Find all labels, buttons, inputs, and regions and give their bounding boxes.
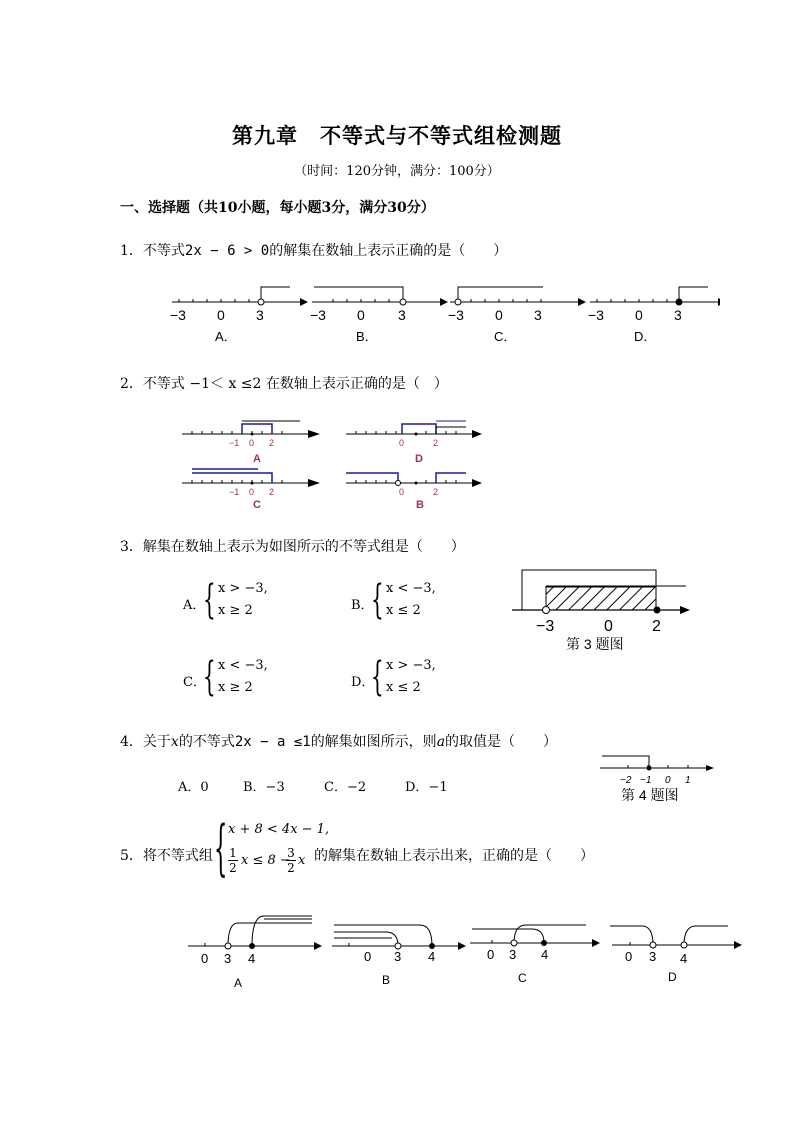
q2-figures [178, 415, 498, 515]
q2-option-label: B [416, 499, 424, 511]
q5-option-label: C [518, 971, 527, 985]
tick-label: 1 [685, 775, 691, 786]
tick-label: 4 [248, 951, 256, 966]
brace-icon: { [203, 654, 216, 700]
q4-option-b: B．−3 [243, 780, 285, 795]
tick-label: −1 [229, 438, 240, 448]
tick-label: 0 [399, 487, 405, 497]
q2-option-label: D [415, 453, 423, 465]
system-line: x ≤ 2 [386, 680, 421, 695]
tick-label: 0 [665, 775, 671, 786]
tick-label: 2 [652, 618, 661, 635]
tick-label: 0 [217, 307, 225, 323]
brace-icon: { [203, 577, 216, 623]
system-line: x ≥ 2 [218, 680, 253, 695]
tick-label: 0 [604, 618, 613, 635]
question-2: 2．不等式 −1＜ x ≤2 在数轴上表示正确的是（ ） [120, 376, 448, 392]
q4-expr: 2x − a ≤1 [234, 734, 311, 750]
tick-label: 0 [201, 951, 209, 966]
q5-numberline-c [470, 925, 600, 985]
tick-label: 3 [649, 949, 657, 964]
q5-numberline-a [188, 916, 322, 990]
q5-option-label: D [668, 970, 677, 984]
question-5-suffix: 的解集在数轴上表示出来，正确的是（ ） [314, 848, 594, 864]
q3-option-a-system [218, 578, 268, 622]
q1-expr: 2x − 6 > 0 [184, 243, 270, 259]
brace-icon: { [371, 577, 384, 623]
tick-label: 4 [680, 951, 688, 966]
q5-numberline-d [610, 926, 742, 984]
tick-label: 3 [509, 947, 517, 962]
q3-figure-caption: 第 3 题图 [566, 636, 624, 652]
tick-label: 0 [487, 947, 495, 962]
q3-option-d-label: D． [351, 675, 375, 690]
tick-label: 0 [625, 949, 633, 964]
q4-prefix: 4．关于 [120, 734, 171, 750]
fraction-num: 1 [229, 846, 237, 860]
q5-option-label: B [382, 973, 391, 987]
page-title: 第九章 不等式与不等式组检测题 [232, 123, 562, 148]
tick-label: 3 [674, 307, 682, 323]
fraction-num: 3 [287, 846, 295, 860]
tick-label: 3 [534, 307, 542, 323]
page-subtitle: （时间：120分钟，满分：100分） [294, 164, 500, 179]
tick-label: 3 [394, 949, 402, 964]
system-line: x < −3, [386, 581, 436, 596]
tick-label: 0 [635, 307, 643, 323]
q1-prefix: 1．不等式 [120, 243, 185, 259]
q4-figure-caption: 第 4 题图 [621, 787, 679, 803]
q5-fraction-1 [228, 846, 238, 875]
tick-label: 0 [249, 438, 255, 448]
q1-option-c: C． [494, 329, 517, 344]
q5-fraction-2 [286, 846, 296, 875]
q4-middle: 的不等式 [178, 734, 235, 750]
q3-option-c-system [218, 655, 268, 699]
system-line: x ≤ 2 [386, 603, 421, 618]
question-3: 3．解集在数轴上表示为如图所示的不等式组是（ ） [120, 539, 465, 555]
q5-numberline-b [332, 925, 466, 987]
q5-system-line2-var: x [298, 853, 306, 868]
q4-option-d: D．−1 [405, 780, 448, 795]
q1-numberline-a [170, 287, 308, 323]
q5-system-line1: x + 8 < 4x − 1, [228, 822, 330, 837]
tick-label: 0 [364, 949, 372, 964]
tick-label: 2 [269, 487, 275, 497]
q1-numberline-d [588, 287, 720, 323]
q3-figure [510, 566, 700, 658]
q3-option-a-label: A． [183, 598, 206, 613]
q4-suffix1: 的解集如图所示，则 [310, 734, 437, 750]
q3-option-b-system [386, 578, 436, 622]
tick-label: 3 [224, 951, 232, 966]
q1-option-d: D． [634, 329, 657, 344]
question-4 [120, 731, 557, 751]
tick-label: −3 [448, 307, 464, 323]
q1-option-a: A． [215, 329, 237, 344]
q2-option-label: A [253, 453, 261, 465]
q4-suffix2: 的取值是（ ） [445, 734, 558, 750]
tick-label: −3 [170, 307, 186, 323]
brace-icon: { [214, 813, 228, 883]
q4-option-a: A．0 [178, 780, 209, 795]
q3-option-c-label: C． [183, 675, 206, 690]
q4-option-c: C．−2 [324, 780, 367, 795]
tick-label: −1 [229, 487, 240, 497]
tick-label: −1 [640, 775, 652, 786]
tick-label: 4 [428, 949, 436, 964]
q4-var2: a [436, 734, 446, 750]
tick-label: −3 [310, 307, 326, 323]
q2-numberline-c [182, 469, 320, 511]
tick-label: −2 [620, 775, 632, 786]
tick-label: 3 [256, 307, 264, 323]
system-line: x ≥ 2 [218, 603, 253, 618]
q1-option-b: B． [356, 329, 378, 344]
q1-figures [160, 280, 720, 350]
q2-option-label: C [253, 499, 261, 511]
tick-label: 2 [269, 438, 275, 448]
q2-numberline-d [346, 421, 482, 465]
q4-var: x [170, 734, 179, 750]
tick-label: 0 [357, 307, 365, 323]
q1-numberline-b [310, 287, 448, 323]
tick-label: 4 [541, 947, 549, 962]
tick-label: −3 [536, 618, 555, 635]
q2-numberline-b [346, 473, 482, 511]
fraction-den: 2 [287, 861, 295, 875]
tick-label: 3 [398, 307, 406, 323]
system-line: x > −3, [386, 658, 436, 673]
q4-figure [596, 752, 726, 808]
system-line: x > −3, [218, 581, 268, 596]
brace-icon: { [371, 654, 384, 700]
q3-option-b-label: B． [351, 598, 374, 613]
question-1 [120, 240, 507, 260]
q5-option-label: A [234, 976, 243, 990]
tick-label: 2 [433, 438, 439, 448]
q1-suffix: 的解集在数轴上表示正确的是（ ） [269, 243, 508, 259]
q2-numberline-a [182, 421, 320, 465]
q5-system-line2: x ≤ 8 − [241, 853, 291, 868]
tick-label: 0 [495, 307, 503, 323]
tick-label: −3 [588, 307, 604, 323]
q3-option-d-system [386, 655, 436, 699]
tick-label: 2 [433, 487, 439, 497]
section-heading: 一、选择题（共10小题，每小题3分，满分30分） [120, 200, 435, 216]
tick-label: 0 [399, 438, 405, 448]
fraction-den: 2 [229, 861, 237, 875]
q1-numberline-c [448, 287, 586, 323]
question-5-prefix: 5．将不等式组 [120, 848, 213, 864]
tick-label: 0 [249, 487, 255, 497]
system-line: x < −3, [218, 658, 268, 673]
q5-figures [184, 905, 754, 995]
